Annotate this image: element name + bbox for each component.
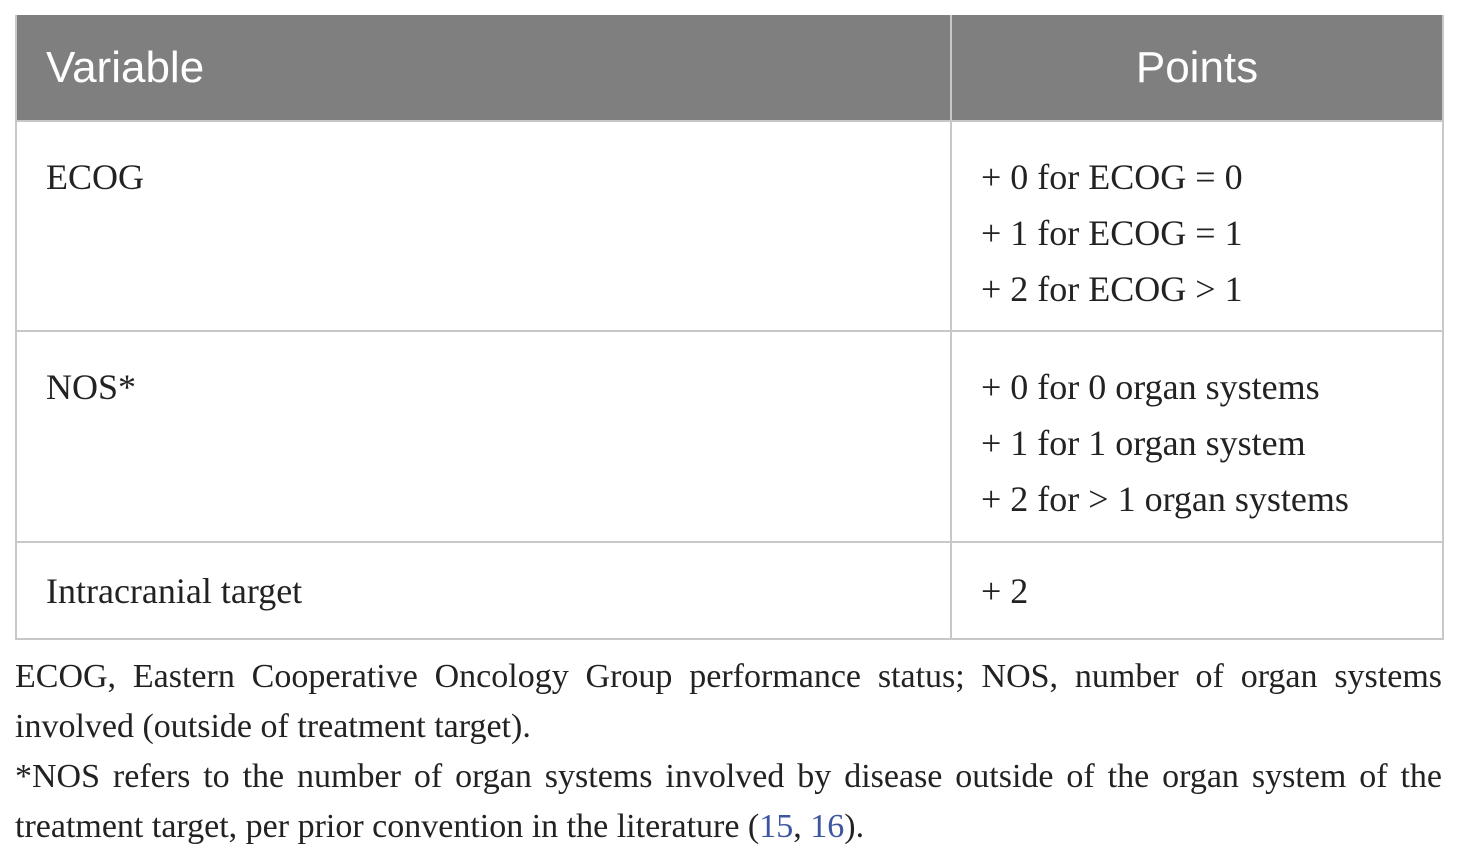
nos-footnote-text: *NOS refers to the number of organ systems involved by disease outside of the organ system of the treatment target, per prior convention in the literature ( <box>15 758 1442 845</box>
nos-footnote <box>15 752 1442 852</box>
table-row <box>16 121 1443 331</box>
points-cell <box>951 542 1443 639</box>
table-row <box>16 331 1443 542</box>
points-cell <box>951 331 1443 542</box>
header-variable: Variable <box>16 15 951 121</box>
table-row <box>16 542 1443 639</box>
nos-footnote-end: ). <box>844 808 865 845</box>
points-line: + 2 for > 1 organ systems <box>981 479 1349 519</box>
table-footnotes <box>15 652 1442 852</box>
reference-link-16[interactable]: 16 <box>810 808 845 845</box>
points-cell <box>951 121 1443 331</box>
abbreviations-footnote: ECOG, Eastern Cooperative Oncology Group performance status; NOS, number of organ systems involved (outside of treatment target). <box>15 658 1442 745</box>
variable-cell: Intracranial target <box>16 542 951 639</box>
variable-cell: ECOG <box>16 121 951 331</box>
points-line: + 1 for 1 organ system <box>981 423 1306 463</box>
variable-cell: NOS* <box>16 331 951 542</box>
points-line: + 1 for ECOG = 1 <box>981 213 1243 253</box>
reference-separator: , <box>793 808 811 845</box>
header-points: Points <box>951 15 1443 121</box>
points-line: + 0 for ECOG = 0 <box>981 157 1243 197</box>
table-header-row <box>16 15 1443 121</box>
points-line: + 2 for ECOG > 1 <box>981 269 1243 309</box>
points-line: + 2 <box>981 571 1029 611</box>
scoring-table <box>15 15 1444 640</box>
reference-link-15[interactable]: 15 <box>759 808 794 845</box>
points-line: + 0 for 0 organ systems <box>981 367 1320 407</box>
